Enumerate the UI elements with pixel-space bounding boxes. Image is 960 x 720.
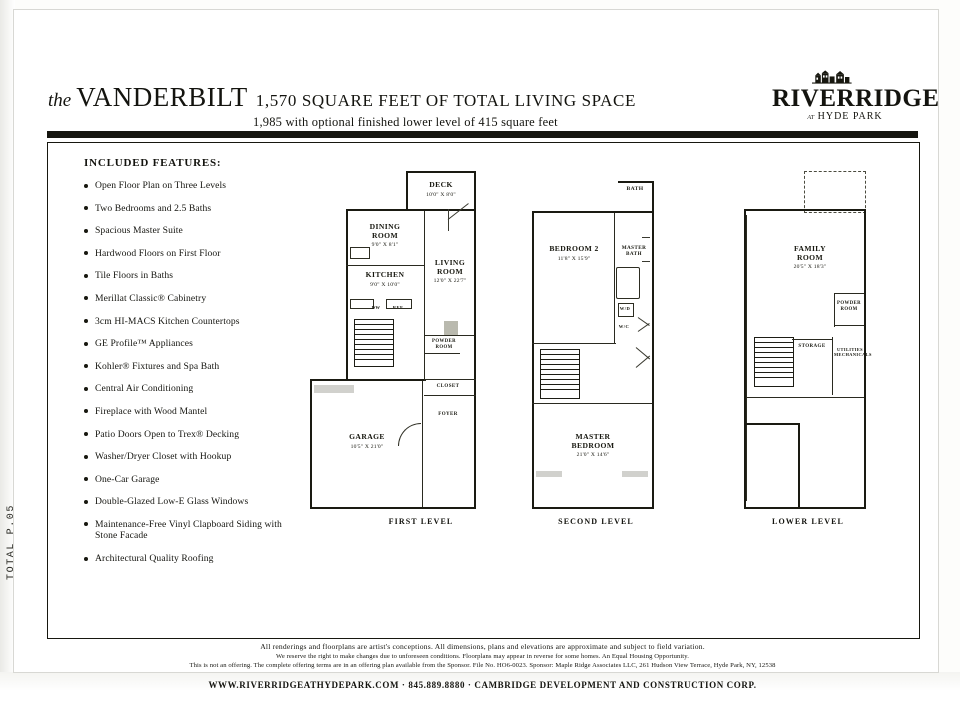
list-item: [84, 406, 289, 418]
disclaimer-line-1: All renderings and floorplans are artist's conceptions. All dimensions, plans and elevations are approximate and subject to field variation.: [260, 642, 705, 651]
room-dining: DINING ROOM 9'0" X 8'1": [369, 222, 401, 249]
tub: [616, 267, 640, 299]
plan-second-level: [518, 171, 718, 591]
list-item: [84, 338, 289, 350]
bullet-icon: [84, 251, 88, 255]
level-label-lower: LOWER LEVEL: [772, 517, 844, 526]
content-frame: [47, 142, 920, 639]
list-item: [84, 316, 289, 328]
feature-label: One-Car Garage: [95, 473, 160, 485]
bullet-icon: [84, 296, 88, 300]
bullet-icon: [84, 557, 88, 561]
room-powder-lower: POWDER ROOM: [837, 301, 861, 312]
list-item: [84, 429, 289, 441]
room-deck: DECK 10'0" X 8'0": [426, 180, 456, 198]
bullet-icon: [84, 387, 88, 391]
list-item: [84, 553, 289, 565]
stair-second: [540, 349, 580, 399]
room-garage: GARAGE 10'5" X 21'0": [349, 432, 385, 450]
logo-location: [772, 111, 918, 122]
bullet-icon: [84, 206, 88, 210]
feature-label: Maintenance-Free Vinyl Clapboard Siding with Stone Facade: [95, 518, 282, 542]
fax-side-label: TOTAL P.05: [6, 503, 17, 580]
bullet-icon: [84, 274, 88, 278]
feature-label: Patio Doors Open to Trex® Decking: [95, 428, 240, 440]
title-the: the: [48, 90, 72, 111]
disclaimer-line-2: We reserve the right to make changes due to unforeseen conditions. Floorplans may appear in reverse for some homes. An Equal Housing Opportunity.: [276, 653, 689, 660]
deck-outline-dashed: [804, 171, 866, 213]
feature-label: Merillat Classic® Cabinetry: [95, 292, 207, 304]
feature-label: Architectural Quality Roofing: [95, 553, 214, 564]
feature-label: 3cm HI-MACS Kitchen Countertops: [95, 315, 240, 327]
room-utilities: UTILITIES MECHANICALS: [834, 347, 872, 358]
contact-line: WWW.RIVERRIDGEATHYDEPARK.COM · 845.889.8880 · CAMBRIDGE DEVELOPMENT AND CONSTRUCTION CORP.: [208, 680, 757, 690]
disclaimer-line-3: This is not an offering. The complete offering terms are in an offering plan available from the Sponsor. File No. HO6-0023. Sponsor: Maple Ridge Associates LLC, 261 Hudson View Terrace, Hyde Park, NY, 12538: [189, 662, 776, 669]
logo-wordmark: [772, 85, 940, 112]
bullet-icon: [84, 522, 88, 526]
room-master-bath: MASTER BATH: [621, 245, 647, 257]
bullet-icon: [84, 455, 88, 459]
features-list: [84, 180, 289, 565]
room-wd: W/D: [619, 306, 631, 311]
bullet-icon: [84, 500, 88, 504]
feature-label: Open Floor Plan on Three Levels: [95, 180, 227, 191]
bullet-icon: [84, 432, 88, 436]
room-master-bedroom: MASTER BEDROOM 21'0" X 14'6": [571, 432, 615, 459]
list-item: [84, 293, 289, 305]
bullet-icon: [84, 319, 88, 323]
list-item: [84, 180, 289, 192]
room-closet: CLOSET: [436, 384, 460, 389]
room-powder-first: POWDER ROOM: [432, 339, 456, 350]
list-item: [84, 496, 289, 508]
list-item: [84, 203, 289, 215]
feature-label: GE Profile™ Appliances: [95, 338, 193, 350]
room-family: FAMILY ROOM 20'5" X 18'3": [793, 244, 827, 271]
feature-label: Two Bedrooms and 2.5 Baths: [95, 202, 212, 214]
model-name: VANDERBILT: [76, 82, 248, 112]
bullet-icon: [84, 477, 88, 481]
room-foyer: FOYER: [438, 412, 458, 417]
list-item: [84, 361, 289, 373]
optional-lower-level-line: 1,985 with optional finished lower level of 415 square feet: [253, 115, 558, 129]
list-item: [84, 248, 289, 260]
logo-river: RIVER: [772, 85, 856, 112]
feature-label: Fireplace with Wood Mantel: [95, 405, 208, 417]
feature-label: Central Air Conditioning: [95, 383, 194, 395]
plan-first-level: [298, 171, 498, 591]
river-ridge-logo: [772, 66, 940, 124]
level-label-first: FIRST LEVEL: [388, 517, 454, 526]
list-item: [84, 451, 289, 463]
room-storage: STORAGE: [798, 344, 826, 349]
feature-label: Tile Floors in Baths: [95, 270, 174, 282]
feature-label: Kohler® Fixtures and Spa Bath: [95, 360, 220, 372]
logo-at: at: [807, 112, 815, 121]
bullet-icon: [84, 364, 88, 368]
floorplans: [298, 143, 918, 638]
bullet-icon: [84, 229, 88, 233]
list-item: [84, 270, 289, 282]
included-features: [84, 157, 289, 576]
fireplace: [444, 321, 458, 335]
feature-label: Washer/Dryer Closet with Hookup: [95, 451, 232, 463]
feature-label: Double-Glazed Low-E Glass Windows: [95, 496, 249, 508]
disclaimer-block: [47, 642, 918, 690]
page-title: [48, 82, 668, 130]
appliance-ref: REF: [392, 305, 404, 310]
list-item: [84, 225, 289, 237]
stair-first: [354, 319, 394, 367]
appliance-dw: DW: [371, 305, 381, 310]
level-label-second: SECOND LEVEL: [558, 517, 634, 526]
sqft-line: 1,570 SQUARE FEET OF TOTAL LIVING SPACE: [255, 91, 636, 110]
bullet-icon: [84, 342, 88, 346]
room-bedroom2: BEDROOM 2 11'8" X 15'9": [549, 244, 599, 262]
header-divider: [47, 131, 918, 138]
list-item: [84, 474, 289, 486]
list-item: [84, 519, 289, 542]
room-wc: W/C: [618, 324, 630, 329]
scan-edge-left: [0, 0, 15, 720]
logo-place: HYDE PARK: [817, 111, 883, 122]
feature-label: Spacious Master Suite: [95, 225, 183, 237]
room-bath: BATH: [626, 186, 644, 192]
features-title: INCLUDED FEATURES:: [84, 157, 222, 169]
feature-label: Hardwood Floors on First Floor: [95, 247, 221, 259]
plan-lower-level: [728, 171, 928, 591]
bullet-icon: [84, 409, 88, 413]
stair-lower: [754, 337, 794, 387]
room-kitchen: KITCHEN 9'0" X 10'0": [365, 270, 405, 288]
bullet-icon: [84, 184, 88, 188]
room-living: LIVING ROOM 12'0" X 22'7": [433, 258, 467, 285]
list-item: [84, 383, 289, 395]
logo-ridge: RIDGE: [855, 85, 940, 112]
